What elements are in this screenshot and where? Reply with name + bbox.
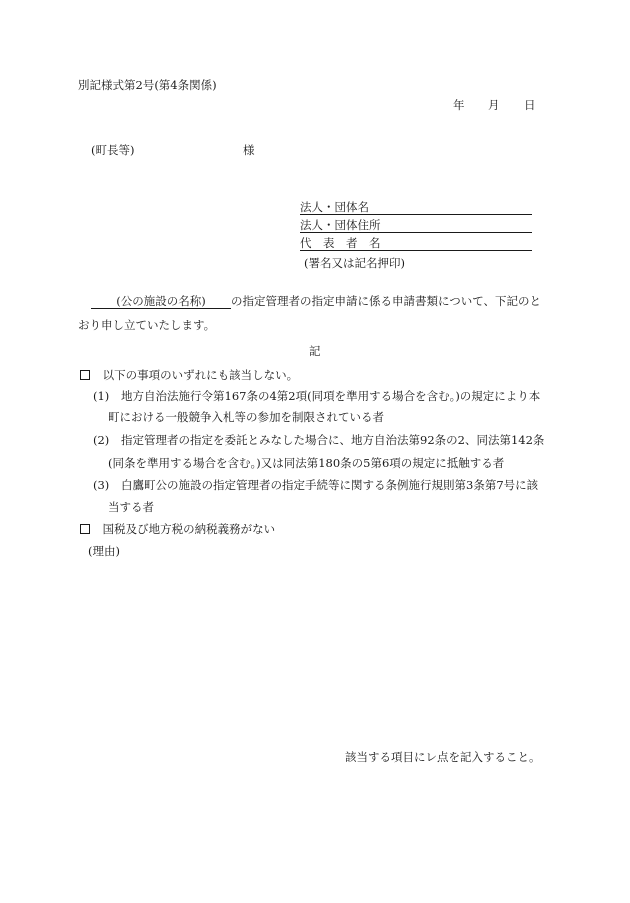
declaration-item-2 — [80, 524, 275, 536]
footer-note: 該当する項目にレ点を記入すること。 — [345, 750, 541, 764]
subitem-2-line2: (同条を準用する場合を含む。)又は同法第180条の5第6項の規定に抵触する者 — [108, 456, 505, 470]
subitem-2-line1: 指定管理者の指定を委託とみなした場合に、地方自治法第92条の2、同法第142条 — [121, 433, 545, 447]
declaration-item-1 — [80, 370, 298, 382]
form-number: 別記様式第2号(第4条関係) — [78, 78, 217, 92]
subitem-1-number: (1) — [93, 389, 110, 403]
checkbox-item-1[interactable] — [80, 370, 90, 380]
body-line-1 — [91, 296, 541, 309]
corp-address-line — [300, 220, 532, 233]
declaration-item-1-text: 以下の事項のいずれにも該当しない。 — [102, 368, 299, 382]
addressee-honorific: 様 — [243, 143, 255, 157]
declaration-item-2-text: 国税及び地方税の納税義務がない — [102, 522, 276, 536]
representative-line — [300, 238, 532, 251]
subitem-3-line1: 白鷹町公の施設の指定管理者の指定手続等に関する条例施行規則第3条第7号に該 — [121, 478, 539, 492]
date-month-label: 月 — [488, 98, 500, 112]
body-text-line1: の指定管理者の指定申請に係る申請書類について、下記のと — [231, 294, 542, 308]
corp-name-label: 法人・団体名 — [300, 200, 369, 214]
checkbox-item-2[interactable] — [80, 524, 90, 534]
representative-label: 代 表 者 名 — [300, 236, 381, 250]
record-heading: 記 — [309, 344, 321, 358]
subitem-2-number: (2) — [93, 433, 110, 447]
addressee-name: (町長等) — [91, 143, 135, 157]
subitem-1-line1: 地方自治法施行令第167条の4第2項(同項を準用する場合を含む。)の規定により本 — [121, 389, 541, 403]
date-day-label: 日 — [524, 98, 536, 112]
subitem-1-line2: 町における一般競争入札等の参加を制限されている者 — [108, 410, 384, 424]
subitem-3-line2: 当する者 — [108, 500, 154, 514]
facility-placeholder: (公の施設の名称) — [116, 294, 206, 308]
body-text-line2: おり申し立ていたします。 — [78, 318, 216, 332]
date-year-label: 年 — [453, 98, 465, 112]
facility-name-blank — [91, 296, 231, 309]
reason-label: (理由) — [88, 544, 120, 558]
subitem-3-number: (3) — [93, 478, 110, 492]
signature-note: (署名又は記名押印) — [304, 256, 405, 270]
corp-address-label: 法人・団体住所 — [300, 218, 381, 232]
corp-name-line — [300, 202, 532, 215]
